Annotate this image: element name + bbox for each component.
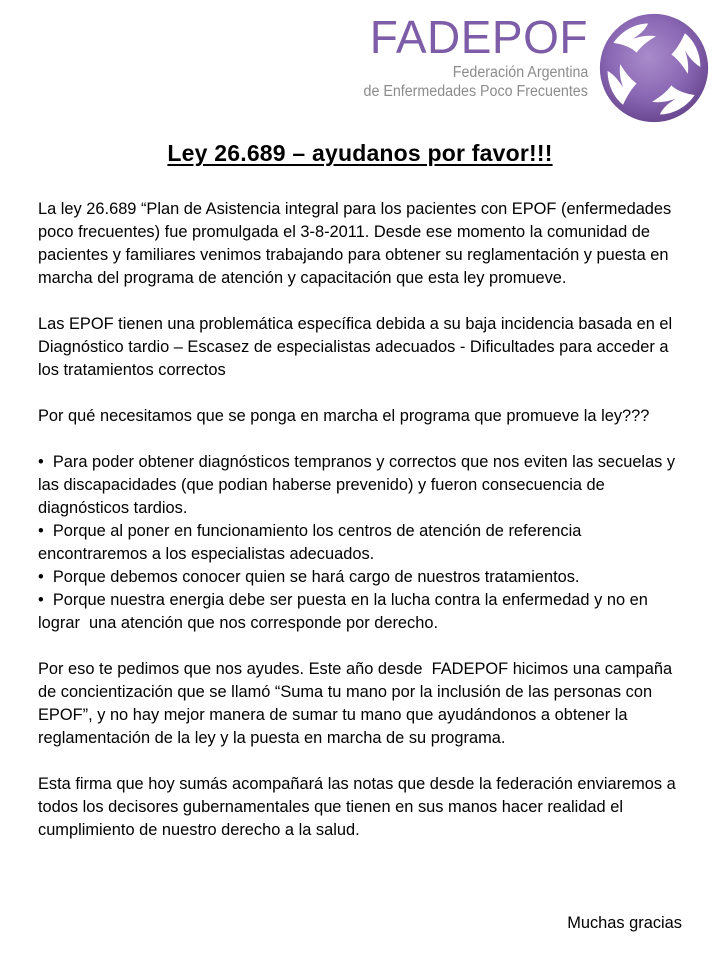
list-item: • Porque nuestra energia debe ser puesta en la lucha contra la enfermedad y no en lograr una atención que nos corresponde por derecho. [38,591,653,632]
fadepof-wordmark: FADEPOF [369,11,588,63]
paragraph-problematica: Las EPOF tienen una problemática específica debida a su baja incidencia basada en el Diagnóstico tardio – Escasez de especialistas adecuados - Dificultades para acceder a los tratamientos correctos [38,315,677,379]
logo-tagline-line2: de Enfermedades Poco Frecuentes [363,83,588,100]
four-hands-circle-icon [596,10,712,126]
logo-text-block [344,8,596,101]
list-item: • Porque debemos conocer quien se hará cargo de nuestros tratamientos. [38,568,580,586]
list-item: • Porque al poner en funcionamiento los centros de atención de referencia encontraremos a los especialistas adecuados. [38,522,586,563]
fadepof-logo [344,8,712,126]
logo-tagline-line1: Federación Argentina [452,64,588,81]
page-title-text: Ley 26.689 – ayudanos por favor!!! [167,140,553,166]
paragraph-question: Por qué necesitamos que se ponga en marcha el programa que promueve la ley??? [38,407,650,425]
page-title [0,139,720,167]
paragraph-signature: Esta firma que hoy sumás acompañará las notas que desde la federación enviaremos a todos los decisores gubernamentales que tienen en sus manos hacer realidad el cumplimiento de nuestro derecho a la salud. [38,775,681,839]
closing-thanks: Muchas gracias [567,914,682,932]
list-item: • Para poder obtener diagnósticos tempranos y correctos que nos eviten las secuelas y las discapacidades (que podian haberse prevenido) y fueron consecuencia de diagnósticos tardios. [38,453,680,517]
paragraph-intro: La ley 26.689 “Plan de Asistencia integral para los pacientes con EPOF (enfermedades poco frecuentes) fue promulgada el 3-8-2011. Desde ese momento la comunidad de pacientes y familiares venimos trabajando para obtener su reglamentación y puesta en marcha del programa de atención y capacitación que esta ley promueve. [38,200,676,287]
reasons-list [38,451,686,635]
document-body [38,198,686,842]
paragraph-campaign: Por eso te pedimos que nos ayudes. Este año desde FADEPOF hicimos una campaña de concientización que se llamó “Suma tu mano por la inclusión de las personas con EPOF”, y no hay mejor manera de sumar tu mano que ayudándonos a obtener la reglamentación de la ley y la puesta en marcha de su programa. [38,660,677,747]
document-header [0,8,720,133]
